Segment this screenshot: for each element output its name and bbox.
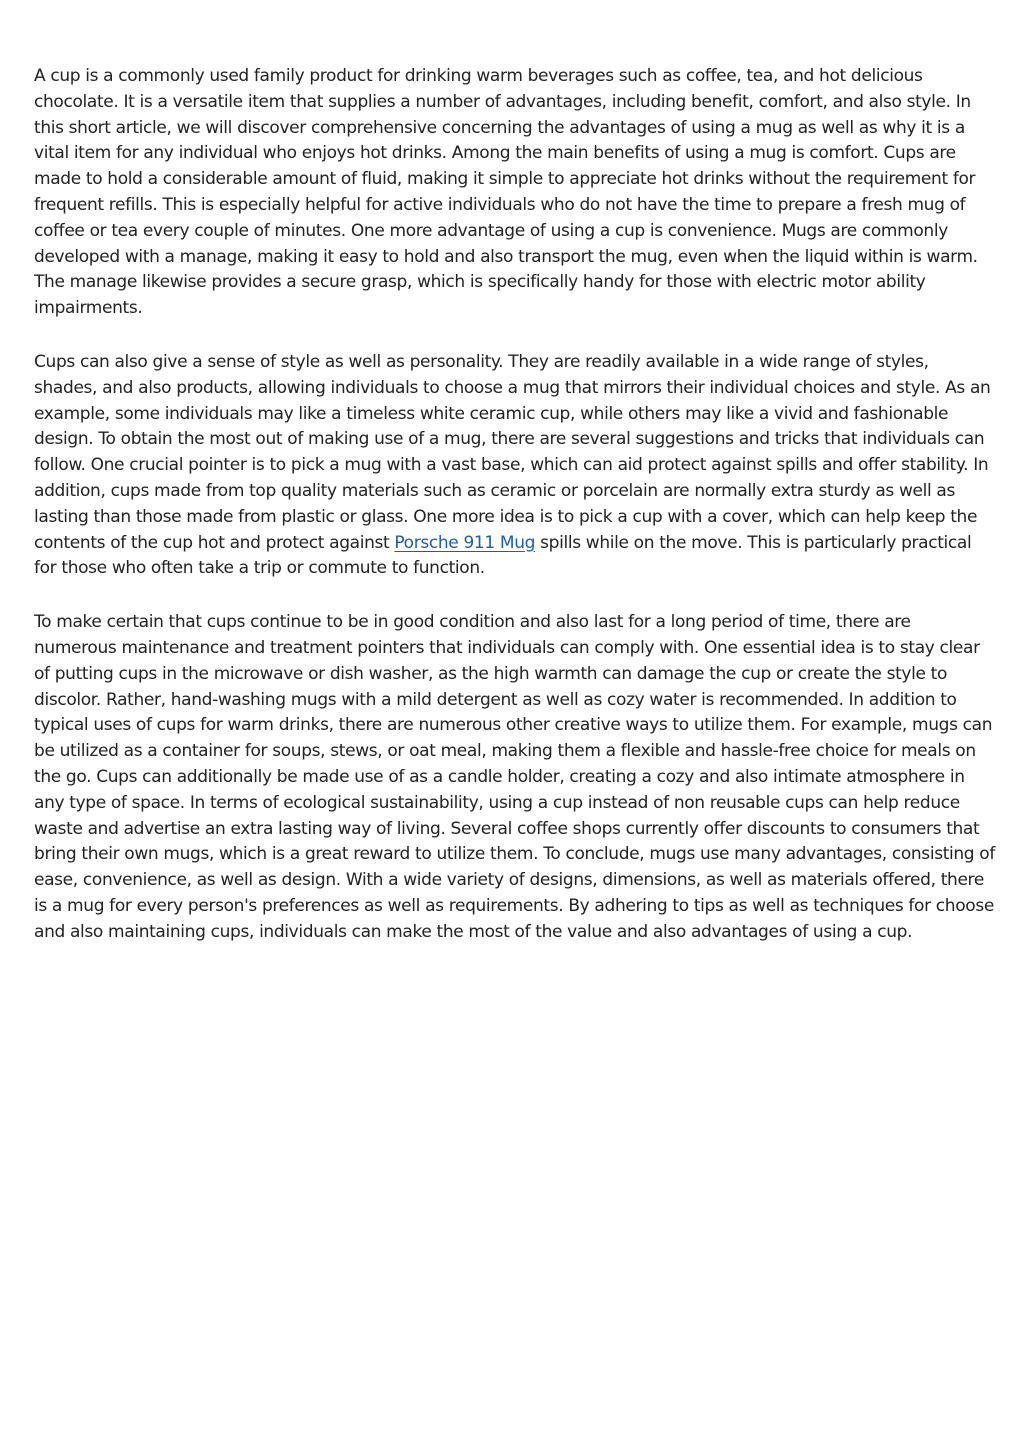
porsche-911-mug-link[interactable]: Porsche 911 Mug (394, 532, 536, 553)
paragraph-2-text-after: spills while on the move. This is particularly practical for those who often take a trip or commute to function. (34, 532, 972, 579)
document-body (34, 64, 996, 974)
paragraph-2-text-before: Cups can also give a sense of style as well as personality. They are readily available in a wide range of styles, shades, and also products, allowing individuals to choose a mug that mirrors their individual choices and style. As an example, some individuals may like a timeless white ceramic cup, while others may like a vivid and fashionable design. To obtain the most out of making use of a mug, there are several suggestions and tricks that individuals can follow. One crucial pointer is to pick a mug with a vast base, which can aid protect against spills and offer stability. In addition, cups made from top quality materials such as ceramic or porcelain are normally extra sturdy as well as lasting than those made from plastic or glass. One more idea is to pick a cup with a cover, which can help keep the contents of the cup hot and protect against (34, 351, 991, 553)
paragraph-3: To make certain that cups continue to be in good condition and also last for a long period of time, there are numerous maintenance and treatment pointers that individuals can comply with. One essential idea is to stay clear of putting cups in the microwave or dish washer, as the high warmth can damage the cup or create the style to discolor. Rather, hand-washing mugs with a mild detergent as well as cozy water is recommended. In addition to typical uses of cups for warm drinks, there are numerous other creative ways to utilize them. For example, mugs can be utilized as a container for soups, stews, or oat meal, making them a flexible and hassle-free choice for meals on the go. Cups can additionally be made use of as a candle holder, creating a cozy and also intimate atmosphere in any type of space. In terms of ecological sustainability, using a cup instead of non reusable cups can help reduce waste and advertise an extra lasting way of living. Several coffee shops currently offer discounts to consumers that bring their own mugs, which is a great reward to utilize them. To conclude, mugs use many advantages, consisting of ease, convenience, as well as design. With a wide variety of designs, dimensions, as well as materials offered, there is a mug for every person's preferences as well as requirements. By adhering to tips as well as techniques for choose and also maintaining cups, individuals can make the most of the value and also advantages of using a cup. (34, 612, 995, 942)
paragraph-1: A cup is a commonly used family product for drinking warm beverages such as coffee, tea, and hot delicious chocolate. It is a versatile item that supplies a number of advantages, including benefit, comfort, and also style. In this short article, we will discover comprehensive concerning the advantages of using a mug as well as why it is a vital item for any individual who enjoys hot drinks. Among the main benefits of using a mug is comfort. Cups are made to hold a considerable amount of fluid, making it simple to appreciate hot drinks without the requirement for frequent refills. This is especially helpful for active individuals who do not have the time to prepare a fresh mug of coffee or tea every couple of minutes. One more advantage of using a cup is convenience. Mugs are commonly developed with a manage, making it easy to hold and also transport the mug, even when the liquid within is warm. The manage likewise provides a secure grasp, which is specifically handy for those with electric motor ability impairments. (34, 66, 978, 319)
paragraph-2 (34, 350, 996, 582)
